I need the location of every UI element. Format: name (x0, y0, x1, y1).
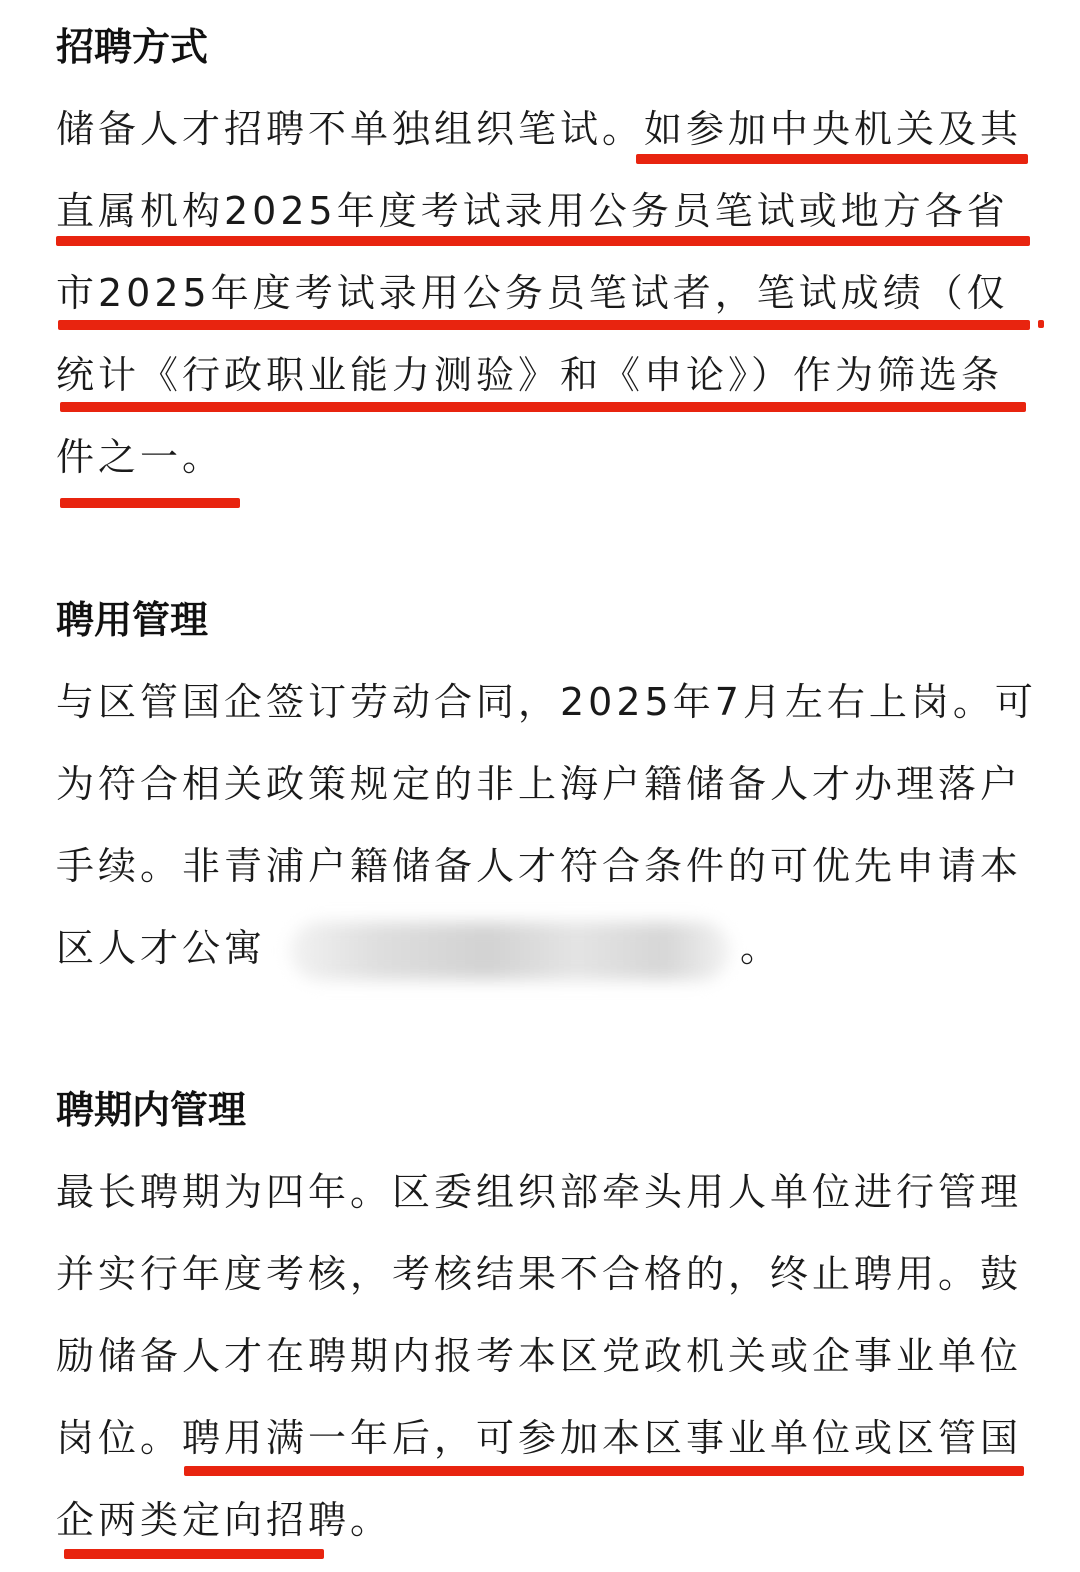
paragraph-line: 并实行年度考核，考核结果不合格的，终止聘用。鼓 (56, 1252, 1023, 1296)
highlight-underline (58, 320, 1030, 330)
highlight-underline (56, 236, 1030, 246)
highlight-mark (1038, 320, 1044, 328)
highlight-underline (184, 1466, 1024, 1476)
paragraph-line: 励储备人才在聘期内报考本区党政机关或企事业单位 (56, 1334, 1023, 1378)
blurred-redaction (290, 922, 730, 980)
paragraph-line: 为符合相关政策规定的非上海户籍储备人才办理落户 (56, 762, 1023, 806)
highlight-underline (60, 402, 1026, 412)
paragraph-line: 区人才公寓 (56, 926, 267, 970)
paragraph-line: 统计《行政职业能力测验》和《申论》）作为筛选条 (56, 353, 1004, 397)
paragraph-line: 与区管国企签订劳动合同，2025年7月左右上岗。可 (56, 680, 1037, 724)
paragraph-line: 件之一。 (56, 435, 225, 479)
section-heading-employment-management: 聘用管理 (56, 598, 209, 642)
highlight-underline (64, 1549, 324, 1559)
paragraph-line: 岗位。聘用满一年后，可参加本区事业单位或区管国 (56, 1416, 1023, 1460)
highlight-underline (636, 154, 1028, 164)
paragraph-line: 市2025年度考试录用公务员笔试者，笔试成绩（仅 (56, 271, 1009, 315)
paragraph-line: 直属机构2025年度考试录用公务员笔试或地方各省 (56, 189, 1009, 233)
section-heading-recruitment-method: 招聘方式 (56, 25, 209, 69)
section-heading-term-management: 聘期内管理 (56, 1088, 247, 1132)
highlight-underline (60, 498, 240, 508)
paragraph-line: 最长聘期为四年。区委组织部牵头用人单位进行管理 (56, 1170, 1023, 1214)
paragraph-line: 企两类定向招聘。 (56, 1498, 393, 1542)
paragraph-line: 手续。非青浦户籍储备人才符合条件的可优先申请本 (56, 844, 1023, 888)
paragraph-line: 储备人才招聘不单独组织笔试。如参加中央机关及其 (56, 107, 1023, 151)
paragraph-line-end: 。 (740, 926, 783, 970)
